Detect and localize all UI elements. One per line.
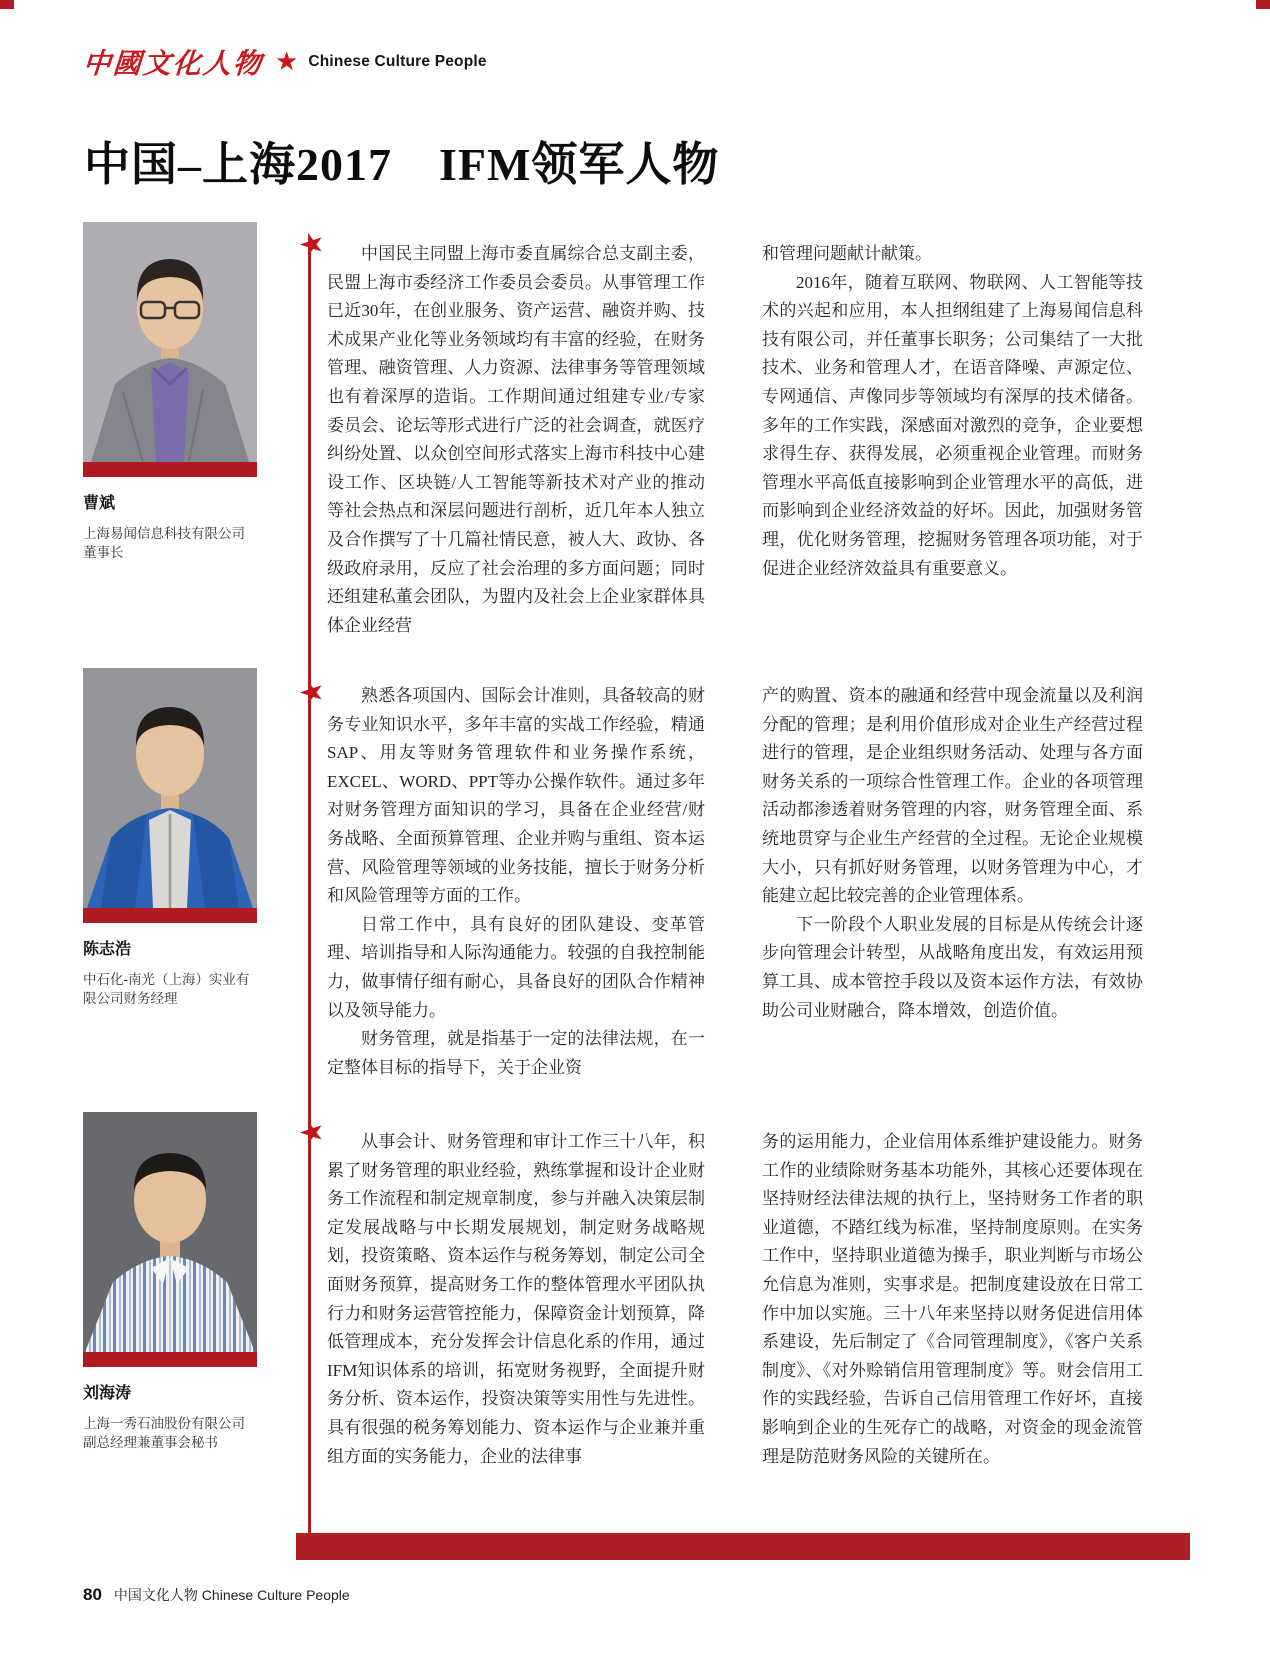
bio-paragraph: 产的购置、资本的融通和经营中现金流量以及利润分配的管理；是利用价值形成对企业生产经营过程进行的管理，是企业组织财务活动、处理与各方面财务关系的一项综合性管理工作。企业的各项管理活动都渗透着财务管理的内容，财务管理全面、系统地贯穿与企业生产经营的全过程。无论企业规模大小，只有抓好财务管理，以财务管理为中心，才能建立起比较完善的企业管理体系。 [762,686,1143,906]
profile-name: 刘海涛 [83,1385,132,1402]
photo-red-band [83,462,257,477]
bio-text-column [762,1128,1143,1471]
star-icon: ★ [275,47,299,77]
crop-mark-top-left [0,0,14,9]
photo-red-band [83,908,257,923]
bio-text-column [327,682,705,1082]
portrait-photo [83,222,257,462]
profile-card [83,222,257,562]
magazine-logo-chinese: 中國文化人物 [81,49,264,80]
photo-red-band [83,1352,257,1367]
bio-paragraph: 2016年，随着互联网、物联网、人工智能等技术的兴起和应用，本人担纲组建了上海易闻信息科技有限公司，并任董事长职务；公司集结了一大批技术、业务和管理人才，在语音降噪、声源定位、专网通信、声像同步等领域均有深厚的技术储备。多年的工作实践，深感面对激烈的竞争，企业要想求得生存、获得发展，必须重视企业管理。而财务管理水平高低直接影响到企业管理水平的高低，进而影响到企业经济效益的好坏。因此，加强财务管理，优化财务管理，挖掘财务管理各项功能，对于促进企业经济效益具有重要意义。 [762,272,1143,578]
profile-name: 曹斌 [83,495,116,512]
bio-paragraph: 财务管理，就是指基于一定的法律法规，在一定整体目标的指导下，关于企业资 [327,1029,705,1077]
masthead [83,42,487,82]
profile-job-title: 中石化-南光（上海）实业有限公司财务经理 [83,972,250,1006]
bio-paragraph: 和管理问题献计献策。 [762,244,932,263]
bio-paragraph: 下一阶段个人职业发展的目标是从传统会计逐步向管理会计转型，从战略角度出发，有效运用预算工具、成本管控手段以及资本运作方法，有效协助公司业财融合，降本增效，创造价值。 [762,914,1143,1020]
page-footer [83,1585,350,1605]
section-star-icon: ★ [293,1111,331,1154]
portrait-photo [83,668,257,908]
bio-paragraph: 日常工作中，具有良好的团队建设、变革管理、培训指导和人际沟通能力。较强的自我控制能力，做事情仔细有耐心，具备良好的团队合作精神以及领导能力。 [327,914,705,1020]
bio-text-column [762,682,1143,1025]
page-number: 80 [83,1585,102,1604]
bio-text-column [327,240,705,640]
article-title: 中国–上海2017 IFM领军人物 [84,139,720,190]
bio-paragraph: 中国民主同盟上海市委直属综合总支副主委，民盟上海市委经济工作委员会委员。从事管理工作已近30年，在创业服务、资产运营、融资并购、技术成果产业化等业务领域均有丰富的经验，在财务管理、融资管理、人力资源、法律事务等管理领域也有着深厚的造诣。工作期间通过组建专业/专家委员会、论坛等形式进行广泛的社会调查，就医疗纠纷处置、以众创空间形式落实上海市科技中心建设工作、区块链/人工智能等新技术对产业的推动等社会热点和深层问题进行剖析，近几年本人独立及合作撰写了十几篇社情民意，被人大、政协、各级政府录用，反应了社会治理的多方面问题；同时还组建私董会团队，为盟内及社会上企业家群体具体企业经营 [327,244,705,635]
profile-job-title: 上海易闻信息科技有限公司董事长 [83,526,245,560]
footer-text: 中国文化人物 Chinese Culture People [113,1587,350,1603]
profile-job-title: 上海一秀石油股份有限公司副总经理兼董事会秘书 [83,1416,245,1450]
bio-paragraph: 熟悉各项国内、国际会计准则，具备较高的财务专业知识水平，多年丰富的实战工作经验，精通SAP、用友等财务管理软件和业务操作系统，EXCEL、WORD、PPT等办公操作软件。通过多年对财务管理方面知识的学习，具备在企业经营/财务战略、全面预算管理、企业并购与重组、资本运营、风险管理等领域的业务技能，擅长于财务分析和风险管理等方面的工作。 [327,686,705,906]
bio-text-column [327,1128,705,1471]
profile-card [83,1112,257,1452]
magazine-logo-english: Chinese Culture People [308,53,487,70]
bio-paragraph: 从事会计、财务管理和审计工作三十八年，积累了财务管理的职业经验，熟练掌握和设计企业财务工作流程和制定规章制度，参与并融入决策层制定发展战略与中长期发展规划，制定财务战略规划，投资策略、资本运作与税务筹划，制定公司全面财务预算，提高财务工作的整体管理水平团队执行力和财务运营管控能力，保障资金计划预算，降低管理成本，充分发挥会计信息化系的作用，通过IFM知识体系的培训，拓宽财务视野，全面提升财务分析、资本运作，投资决策等实用性与先进性。具有很强的税务筹划能力、资本运作与企业兼并重组方面的实务能力，企业的法律事 [327,1132,705,1466]
red-bottom-bar [296,1533,1190,1560]
section-star-icon: ★ [293,223,331,266]
profile-name: 陈志浩 [83,941,132,958]
crop-mark-top-right [1256,0,1270,9]
profile-card [83,668,257,1008]
red-vertical-rule [308,250,311,1533]
bio-paragraph: 务的运用能力，企业信用体系维护建设能力。财务工作的业绩除财务基本功能外，其核心还要体现在坚持财经法律法规的执行上，坚持财务工作者的职业道德，不踏红线为标准，坚持制度原则。在实务工作中，坚持职业道德为操手，职业判断与市场公允信息为准则，实事求是。把制度建设放在日常工作中加以实施。三十八年来坚持以财务促进信用体系建设，先后制定了《合同管理制度》，《客户关系制度》、《对外赊销信用管理制度》等。财会信用工作的实践经验，告诉自己信用管理工作好坏，直接影响到企业的生死存亡的战略，对资金的现金流管理是防范财务风险的关键所在。 [762,1132,1143,1466]
portrait-photo [83,1112,257,1352]
section-star-icon: ★ [293,671,331,714]
bio-text-column [762,240,1143,583]
